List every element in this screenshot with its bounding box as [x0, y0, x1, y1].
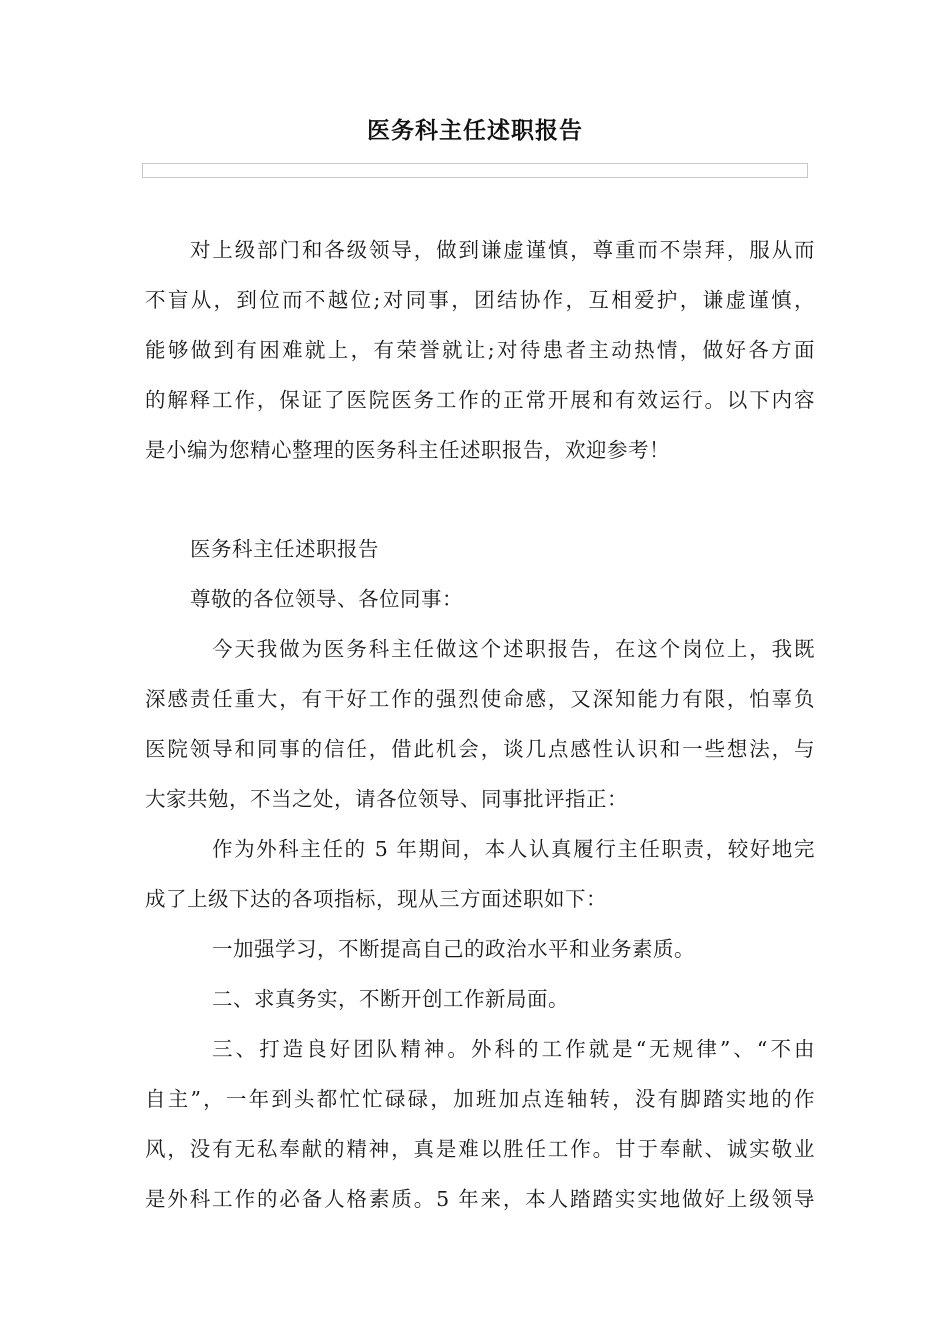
point-three-line-2: 自主”，一年到头都忙忙碌碌，加班加点连轴转，没有脚踏实地的作	[145, 1087, 815, 1111]
intro-line-4: 的解释工作，保证了医院医务工作的正常开展和有效运行。以下内容	[145, 388, 815, 412]
intro-line-5: 是小编为您精心整理的医务科主任述职报告，欢迎参考！	[145, 438, 670, 462]
document-title: 医务科主任述职报告	[367, 118, 583, 144]
body-line-1: 今天我做为医务科主任做这个述职报告，在这个岗位上，我既	[212, 637, 815, 661]
salutation: 尊敬的各位领导、各位同事：	[190, 587, 463, 611]
body-line-6: 成了上级下达的各项指标，现从三方面述职如下：	[145, 887, 607, 911]
point-three-line-1: 三、打造良好团队精神。外科的工作就是“无规律”、“不由	[212, 1037, 815, 1061]
intro-line-1: 对上级部门和各级领导，做到谦虚谨慎，尊重而不崇拜，服从而	[190, 238, 815, 262]
point-two: 二、求真务实，不断开创工作新局面。	[212, 987, 569, 1011]
intro-line-2: 不盲从，到位而不越位;对同事，团结协作，互相爱护，谦虚谨慎，	[145, 288, 815, 312]
body-line-2: 深感责任重大，有干好工作的强烈使命感，又深知能力有限，怕辜负	[145, 687, 815, 711]
point-three-line-4: 是外科工作的必备人格素质。5 年来，本人踏踏实实地做好上级领导	[145, 1187, 815, 1211]
section-heading: 医务科主任述职报告	[190, 537, 379, 561]
title-divider	[142, 163, 808, 178]
body-line-4: 大家共勉，不当之处，请各位领导、同事批评指正：	[145, 787, 628, 811]
intro-line-3: 能够做到有困难就上，有荣誉就让;对待患者主动热情，做好各方面	[145, 338, 815, 362]
body-line-5: 作为外科主任的 5 年期间，本人认真履行主任职责，较好地完	[212, 837, 815, 861]
point-one: 一加强学习，不断提高自己的政治水平和业务素质。	[212, 937, 695, 961]
point-three-line-3: 风，没有无私奉献的精神，真是难以胜任工作。甘于奉献、诚实敬业	[145, 1137, 815, 1161]
body-line-3: 医院领导和同事的信任，借此机会，谈几点感性认识和一些想法，与	[145, 737, 815, 761]
